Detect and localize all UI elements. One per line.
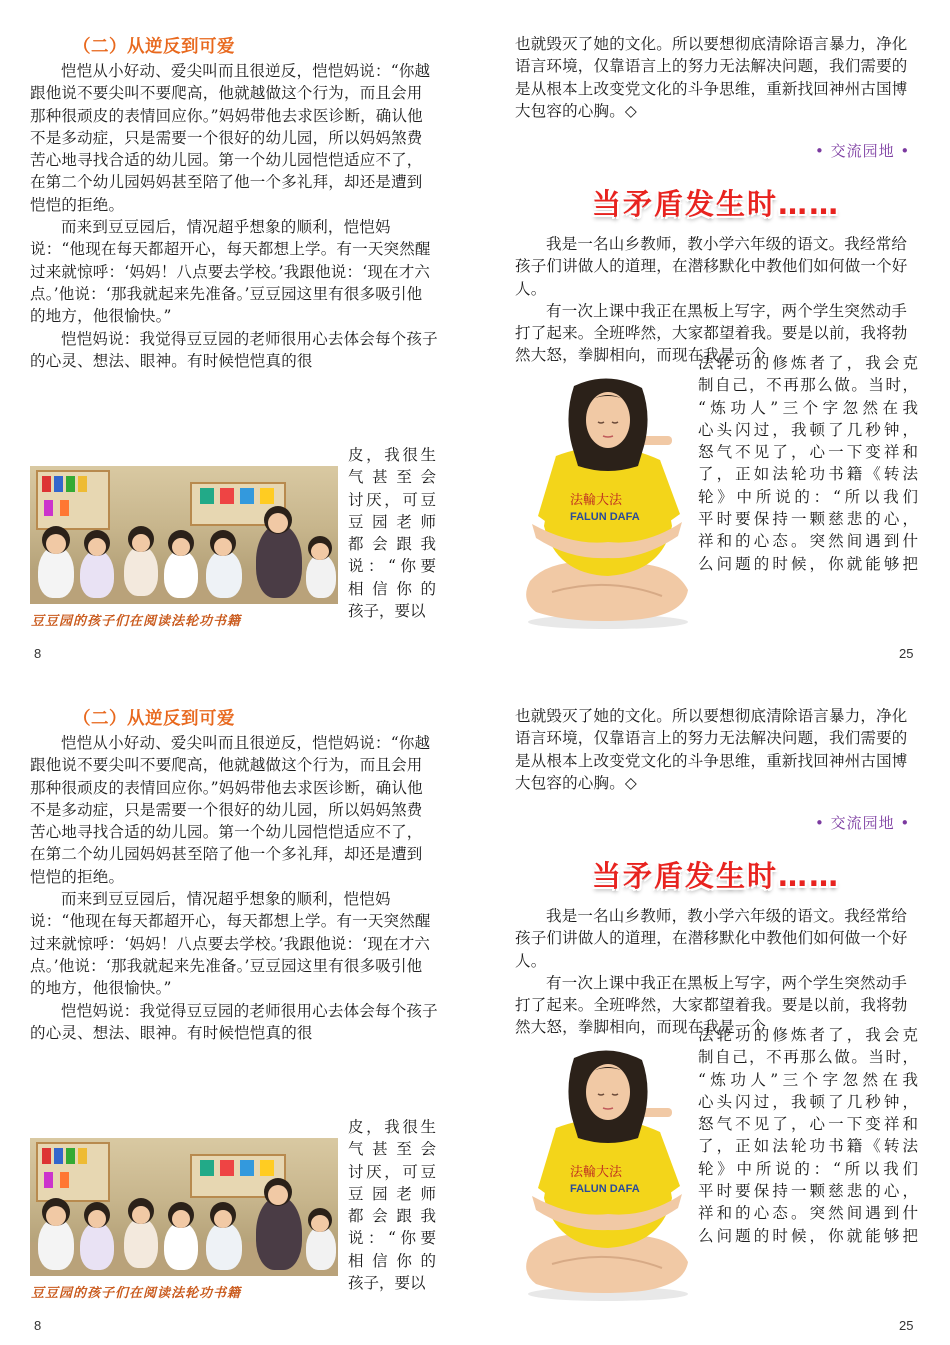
side-line: 豆园老师 [348, 512, 436, 531]
article-body [515, 233, 919, 367]
article-body [515, 905, 919, 1039]
side-line: 轮》中所说的：“所以我们 [698, 1159, 918, 1178]
side-line: 心头闪过，我顿了几秒钟， [698, 420, 918, 439]
shirt-text: 法輪大法 [570, 493, 623, 508]
side-line: “炼功人”三个字忽然在我 [698, 1070, 918, 1089]
shirt-text: 法輪大法 [570, 1165, 623, 1180]
page-spread-top [0, 0, 950, 672]
side-line: 孩子，要以 [348, 602, 426, 621]
right-page [475, 672, 950, 1344]
side-text [348, 1116, 436, 1294]
side-text [698, 1024, 918, 1247]
kids-reading-photo [30, 1138, 338, 1276]
side-line: 制自己，不再那么做。当时， [698, 376, 918, 395]
side-line: 心头闪过，我顿了几秒钟， [698, 1092, 918, 1111]
side-line: 相信你的 [348, 579, 436, 598]
left-page [0, 0, 475, 672]
side-line: 讨厌，可豆 [348, 1162, 436, 1181]
paragraph: 恺恺妈说：我觉得豆豆园的老师很用心去体会每个孩子的心灵、想法、眼神。有时候恺恺真的很 [30, 1001, 438, 1042]
page-number: 25 [899, 646, 914, 661]
meditating-girl-photo [512, 376, 692, 631]
side-line: 么问题的时候，你就能够把 [698, 1226, 918, 1245]
side-line: 平时要保持一颗慈悲的心， [698, 1182, 918, 1201]
side-line: 平时要保持一颗慈悲的心， [698, 510, 918, 529]
page-number: 25 [899, 1318, 914, 1333]
side-line: 说：“你要 [348, 557, 436, 576]
side-line: 怒气不见了，心一下变祥和 [698, 443, 918, 462]
side-text [698, 352, 918, 575]
paragraph: 恺恺从小好动、爱尖叫而且很逆反，恺恺妈说：“你越跟他说不要尖叫不要爬高，他就越做这个行为，而且会用那种很顽皮的表情回应你。”妈妈带他去求医诊断，确认他不是多动症，只是需要一个很好的幼儿园，所以妈妈煞费苦心地寻找合适的幼儿园。第一个幼儿园恺恺适应不了，在第二个幼儿园妈妈甚至陪了他一个多礼拜，却还是遭到恺恺的拒绝。 [30, 62, 431, 214]
side-line: 祥和的心态。突然间遇到什 [698, 1204, 918, 1223]
paragraph: 恺恺妈说：我觉得豆豆园的老师很用心去体会每个孩子的心灵、想法、眼神。有时候恺恺真的很 [30, 329, 438, 370]
side-line: 祥和的心态。突然间遇到什 [698, 532, 918, 551]
shirt-subtext: FALUN DAFA [570, 511, 640, 523]
side-line: 么问题的时候，你就能够把 [698, 554, 918, 573]
page-number: 8 [34, 1318, 42, 1333]
paragraph: 而来到豆豆园后，情况超乎想象的顺利，恺恺妈说：“他现在每天都超开心，每天都想上学。有一天突然醒过来就惊呼：‘妈妈！八点要去学校。’我跟他说：‘现在才六点。’他说：‘那我就起来先准备。’豆豆园这里有很多吸引他的地方，他很愉快。” [30, 218, 431, 326]
side-line: 豆园老师 [348, 1184, 436, 1203]
kids-reading-photo [30, 466, 338, 604]
side-line: 孩子，要以 [348, 1274, 426, 1293]
article-body [30, 732, 438, 1044]
side-line: 都会跟我 [348, 535, 436, 554]
paragraph: 有一次上课中我正在黑板上写字，两个学生突然动手打了起来。全班哗然，大家都望着我。要是以前，我将勃然大怒，拳脚相向，而现在我是一个 [515, 973, 908, 1037]
paragraph: 也就毁灭了她的文化。所以要想彻底清除语言暴力，净化语言环境，仅靠语言上的努力无法解决问题，我们需要的是从根本上改变党文化的斗争思维，重新找回神州古国博大包容的心胸。◇ [515, 35, 908, 120]
paragraph: 我是一名山乡教师，教小学六年级的语文。我经常给孩子们讲做人的道理，在潜移默化中教他们如何做一个好人。 [515, 907, 908, 970]
side-line: 了，正如法轮功书籍《转法 [698, 465, 918, 484]
photo-caption: 豆豆园的孩子们在阅读法轮功书籍 [31, 614, 242, 629]
photo-caption: 豆豆园的孩子们在阅读法轮功书籍 [31, 1286, 242, 1301]
meditating-girl-photo [512, 1048, 692, 1303]
shirt-subtext: FALUN DAFA [570, 1183, 640, 1195]
side-line: 气甚至会 [348, 468, 436, 487]
paragraph: 有一次上课中我正在黑板上写字，两个学生突然动手打了起来。全班哗然，大家都望着我。要是以前，我将勃然大怒，拳脚相向，而现在我是一个 [515, 301, 908, 365]
right-page [475, 0, 950, 672]
page-spread-bottom [0, 672, 950, 1344]
side-line: 相信你的 [348, 1251, 436, 1270]
side-line: 怒气不见了，心一下变祥和 [698, 1115, 918, 1134]
section-label: • 交流园地 • [815, 142, 911, 160]
side-line: 轮》中所说的：“所以我们 [698, 487, 918, 506]
article-end [515, 33, 919, 122]
side-line: 皮，我很生 [348, 446, 436, 464]
article-headline: 当矛盾发生时…… [592, 187, 841, 221]
article-end [515, 705, 919, 794]
paragraph: 而来到豆豆园后，情况超乎想象的顺利，恺恺妈说：“他现在每天都超开心，每天都想上学。有一天突然醒过来就惊呼：‘妈妈！八点要去学校。’我跟他说：‘现在才六点。’他说：‘那我就起来先准备。’豆豆园这里有很多吸引他的地方，他很愉快。” [30, 890, 431, 998]
section-title: （二）从逆反到可爱 [73, 37, 235, 57]
section-label: • 交流园地 • [815, 814, 911, 832]
left-page [0, 672, 475, 1344]
side-line: 了，正如法轮功书籍《转法 [698, 1137, 918, 1156]
side-line: 皮，我很生 [348, 1118, 436, 1136]
side-line: 气甚至会 [348, 1140, 436, 1159]
side-text [348, 444, 436, 622]
article-headline: 当矛盾发生时…… [592, 859, 841, 893]
paragraph: 也就毁灭了她的文化。所以要想彻底清除语言暴力，净化语言环境，仅靠语言上的努力无法解决问题，我们需要的是从根本上改变党文化的斗争思维，重新找回神州古国博大包容的心胸。◇ [515, 707, 908, 792]
page-number: 8 [34, 646, 42, 661]
side-line: 制自己，不再那么做。当时， [698, 1048, 918, 1067]
side-line: 讨厌，可豆 [348, 490, 436, 509]
side-line: 法轮功的修炼者了，我会克 [698, 1026, 918, 1044]
side-line: 都会跟我 [348, 1207, 436, 1226]
side-line: 法轮功的修炼者了，我会克 [698, 354, 918, 372]
side-line: “炼功人”三个字忽然在我 [698, 398, 918, 417]
paragraph: 恺恺从小好动、爱尖叫而且很逆反，恺恺妈说：“你越跟他说不要尖叫不要爬高，他就越做这个行为，而且会用那种很顽皮的表情回应你。”妈妈带他去求医诊断，确认他不是多动症，只是需要一个很好的幼儿园，所以妈妈煞费苦心地寻找合适的幼儿园。第一个幼儿园恺恺适应不了，在第二个幼儿园妈妈甚至陪了他一个多礼拜，却还是遭到恺恺的拒绝。 [30, 734, 431, 886]
paragraph: 我是一名山乡教师，教小学六年级的语文。我经常给孩子们讲做人的道理，在潜移默化中教他们如何做一个好人。 [515, 235, 908, 298]
section-title: （二）从逆反到可爱 [73, 709, 235, 729]
side-line: 说：“你要 [348, 1229, 436, 1248]
article-body [30, 60, 438, 372]
